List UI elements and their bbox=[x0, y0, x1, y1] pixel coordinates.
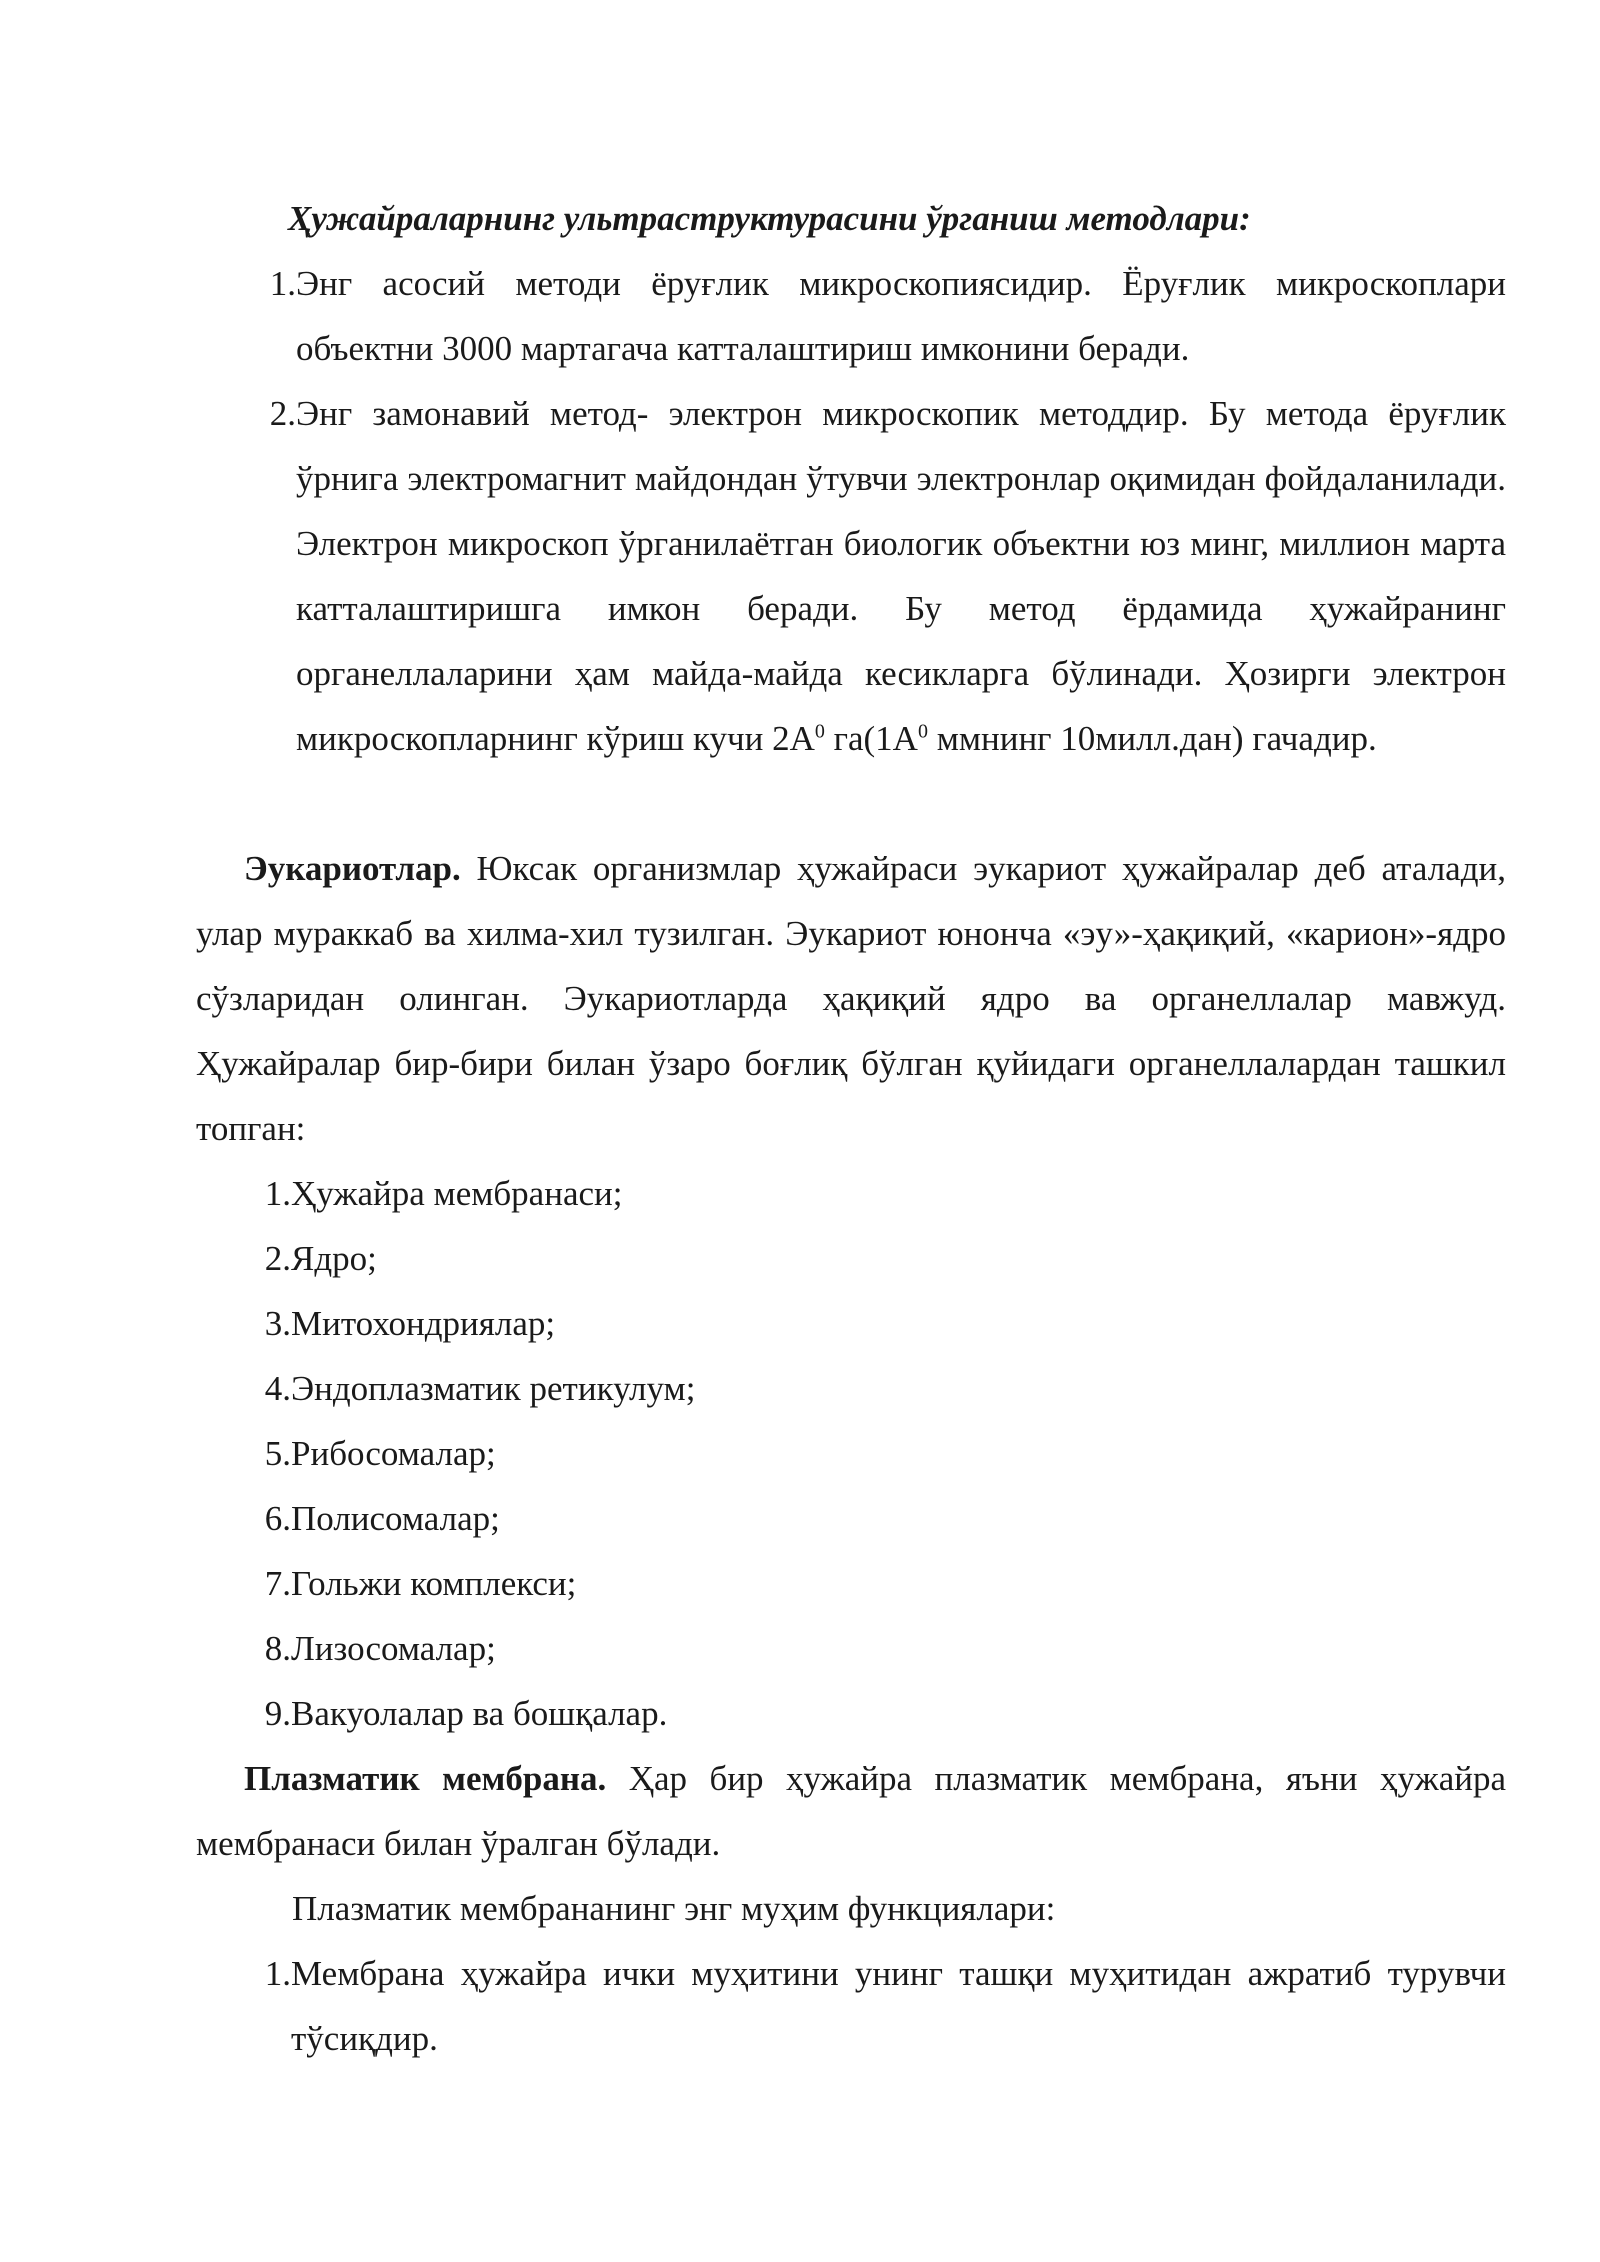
functions-intro: Плазматик мембрананинг энг муҳим функциялари: bbox=[292, 1889, 1056, 1928]
list-item-text: Ҳужайра мембранаси; bbox=[291, 1174, 623, 1213]
method-2-text-end: ммнинг 10милл.дан) гачадир. bbox=[927, 719, 1377, 758]
list-number: 9. bbox=[264, 1694, 291, 1733]
list-item bbox=[196, 1161, 1506, 1226]
list-item bbox=[196, 1356, 1506, 1421]
list-item-text: Полисомалар; bbox=[291, 1499, 500, 1538]
paragraph-text: Юксак организмлар ҳужайраси эукариот ҳужайралар деб аталади, улар мураккаб ва хилма-хил тузилган. Эукариот юнонча «эу»-ҳақиқий, «карион»-ядро сўзларидан олинган. Эукариотларда ҳақиқий ядро ва органеллалар мавжуд. Ҳужайралар бир-бири билан ўзаро боғлиқ бўлган қуйидаги органеллалардан ташкил топган: bbox=[196, 849, 1506, 1148]
list-number: 7. bbox=[264, 1564, 291, 1603]
list-item bbox=[196, 1616, 1506, 1681]
list-item bbox=[196, 1421, 1506, 1486]
list-item-text: Вакуолалар ва бошқалар. bbox=[291, 1694, 668, 1733]
list-item-text: Лизосомалар; bbox=[291, 1629, 496, 1668]
section-heading: Эукариотлар. bbox=[244, 849, 461, 888]
list-item-text: Митохондриялар; bbox=[291, 1304, 556, 1343]
method-2-text: Энг замонавий метод- электрон микроскопик методдир. Бу метода ёруғлик ўрнига электромагнит майдондан ўтувчи электронлар оқимидан фойдаланилади. Электрон микроскоп ўрганилаётган биологик объектни юз минг, миллион марта катталаштиришга имкон беради. Бу метод ёрдамида ҳужайранинг органеллаларини ҳам майда-майда кесикларга бўлинади. Ҳозирги электрон микроскопларнинг кўриш кучи 2А bbox=[296, 394, 1506, 758]
paragraph-text: Ҳар бир ҳужайра плазматик мембрана, яъни ҳужайра мембранаси билан ўралган бўлади. bbox=[196, 1759, 1506, 1863]
list-number: 1. bbox=[269, 264, 296, 303]
list-item-text: Рибосомалар; bbox=[291, 1434, 496, 1473]
list-item-text: Энг асосий методи ёруғлик микроскопиясидир. Ёруғлик микроскоплари объектни 3000 мартагача катталаштириш имконини беради. bbox=[296, 264, 1506, 368]
method-2-text-mid: га(1А bbox=[824, 719, 918, 758]
section-heading: Плазматик мембрана. bbox=[244, 1759, 607, 1798]
method-item-1 bbox=[196, 251, 1506, 381]
list-number: 2. bbox=[269, 394, 296, 433]
list-number: 2. bbox=[264, 1239, 291, 1278]
membrane-paragraph bbox=[196, 1746, 1506, 1876]
list-item-text: Гольжи комплекси; bbox=[291, 1564, 577, 1603]
list-item bbox=[196, 1291, 1506, 1356]
list-item-text: Эндоплазматик ретикулум; bbox=[291, 1369, 696, 1408]
list-number: 4. bbox=[264, 1369, 291, 1408]
list-number: 1. bbox=[264, 1954, 291, 1993]
list-item bbox=[196, 1551, 1506, 1616]
eukaryotes-paragraph bbox=[196, 836, 1506, 1161]
list-item bbox=[196, 1486, 1506, 1551]
list-item-text: Ядро; bbox=[291, 1239, 377, 1278]
method-item-2 bbox=[196, 381, 1506, 836]
page-title: Ҳужайраларнинг ультраструктурасини ўрганиш методлари: bbox=[288, 199, 1251, 238]
list-number: 1. bbox=[264, 1174, 291, 1213]
list-item bbox=[196, 1226, 1506, 1291]
list-item-text: Мембрана ҳужайра ички муҳитини унинг ташқи муҳитидан ажратиб турувчи тўсиқдир. bbox=[291, 1954, 1506, 2058]
list-number: 3. bbox=[264, 1304, 291, 1343]
superscript: 0 bbox=[917, 720, 928, 743]
list-number: 6. bbox=[264, 1499, 291, 1538]
list-item bbox=[196, 1681, 1506, 1746]
list-number: 5. bbox=[264, 1434, 291, 1473]
list-number: 8. bbox=[264, 1629, 291, 1668]
function-item-1 bbox=[196, 1941, 1506, 2071]
superscript: 0 bbox=[814, 720, 825, 743]
list-item-text bbox=[296, 381, 1506, 771]
